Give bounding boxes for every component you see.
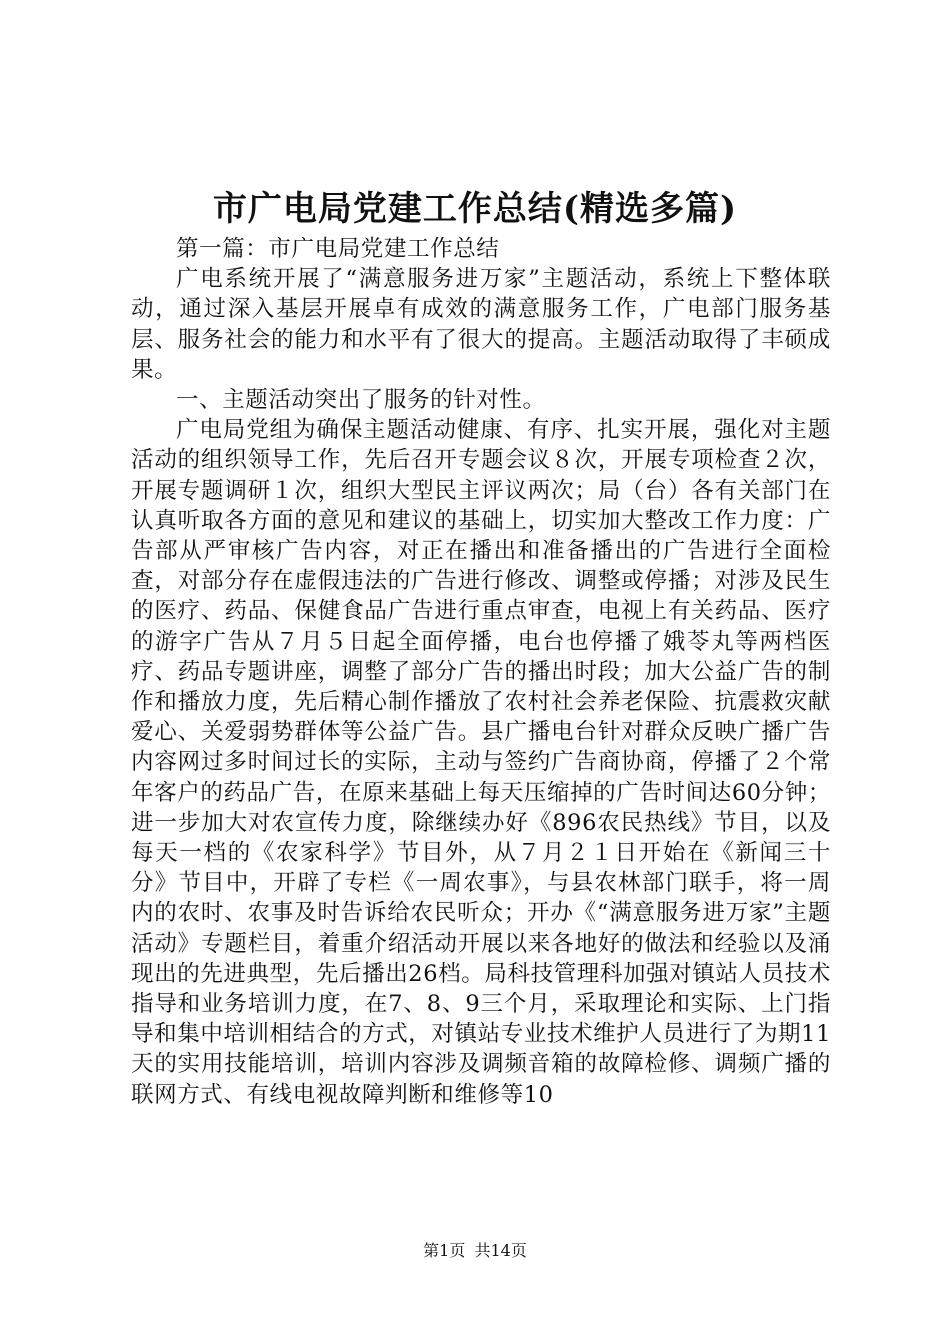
document-title: 市广电局党建工作总结(精选多篇) [212, 189, 738, 229]
body-paragraph: 广电系统开展了“满意服务进万家”主题活动，系统上下整体联动，通过深入基层开展卓有成效的满意服务工作，广电部门服务基层、服务社会的能力和水平有了很大的提高。主题活动取得了丰硕成果。 [131, 266, 831, 383]
page-footer [0, 1240, 950, 1262]
body-paragraph: 广电局党组为确保主题活动健康、有序、扎实开展，强化对主题活动的组织领导工作，先后召开专题会议８次，开展专项检查２次，开展专题调研１次，组织大型民主评议两次；局（台）各有关部门在认真听取各方面的意见和建议的基础上，切实加大整改工作力度：广告部从严审核广告内容，对正在播出和准备播出的广告进行全面检查，对部分存在虚假违法的广告进行修改、调整或停播；对涉及民生的医疗、药品、保健食品广告进行重点审查，电视上有关药品、医疗的游字广告从７月５日起全面停播，电台也停播了娥苓丸等两档医疗、药品专题讲座，调整了部分广告的播出时段；加大公益广告的制作和播放力度，先后精心制作播放了农村社会养老保险、抗震救灾献爱心、关爱弱势群体等公益广告。县广播电台针对群众反映广播广告内容网过多时间过长的实际，主动与签约广告商协商，停播了２个常年客户的药品广告，在原来基础上每天压缩掉的广告时间达60分钟；进一步加大对农宣传力度，除继续办好《896农民热线》节目，以及每天一档的《农家科学》节目外，从７月２１日开始在《新闻三十分》节目中，开辟了专栏《一周农事》，与县农林部门联手，将一周内的农时、农事及时告诉给农民听众；开办《“满意服务进万家”主题活动》专题栏目，着重介绍活动开展以来各地好的做法和经验以及涌现出的先进典型，先后播出26档。局科技管理科加强对镇站人员技术指导和业务培训力度，在7、8、9三个月，采取理论和实际、上门指导和集中培训相结合的方式，对镇站专业技术维护人员进行了为期11天的实用技能培训，培训内容涉及调频音箱的故障检修、调频广播的联网方式、有线电视故障判断和维修等10 [131, 417, 831, 1108]
page-number: 第1页 [423, 1241, 466, 1260]
subsection-heading: 一、主题活动突出了服务的针对性。 [176, 387, 546, 414]
section-heading: 第一篇：市广电局党建工作总结 [176, 236, 500, 262]
page-total: 共14页 [474, 1241, 527, 1260]
document-body [131, 234, 831, 1110]
